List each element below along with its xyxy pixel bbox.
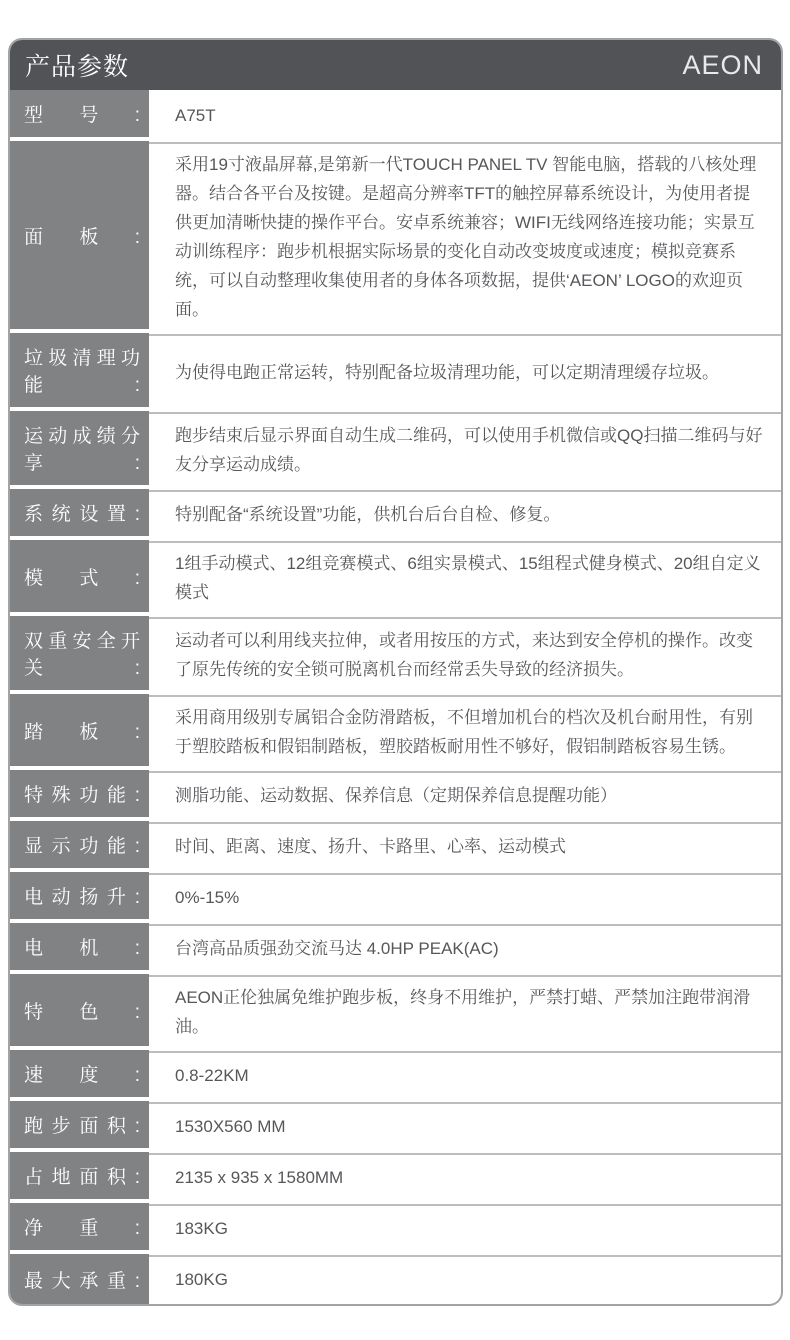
spec-value: 运动者可以利用线夹拉伸，或者用按压的方式，来达到安全停机的操作。改变了原先传统的安全锁可脱离机台而经常丢失导致的经济损失。	[149, 616, 781, 694]
spec-label: 显示功能:	[10, 821, 149, 872]
spec-label: 垃圾清理功能:	[10, 333, 149, 411]
spec-value: 1530X560 MM	[149, 1101, 781, 1152]
spec-row-score-share	[10, 411, 781, 489]
spec-value: 时间、距离、速度、扬升、卡路里、心率、运动模式	[149, 821, 781, 872]
spec-label: 最大承重:	[10, 1254, 149, 1304]
spec-row-special-functions	[10, 770, 781, 821]
spec-label: 型号:	[10, 90, 149, 141]
spec-row-pedal	[10, 694, 781, 770]
spec-value: 采用19寸液晶屏幕,是第新一代TOUCH PANEL TV 智能电脑，搭载的八核处理器。结合各平台及按键。是超高分辨率TFT的触控屏幕系统设计，为使用者提供更加清晰快捷的操作平台。安卓系统兼容；WIFI无线网络连接功能；实景互动训练程序：跑步机根据实际场景的变化自动改变坡度或速度；模拟竞赛系统，可以自动整理收集使用者的身体各项数据，提供‘AEON’ LOGO的欢迎页面。	[149, 141, 781, 333]
spec-row-garbage-clean	[10, 333, 781, 411]
spec-label: 占地面积:	[10, 1152, 149, 1203]
spec-row-display-functions	[10, 821, 781, 872]
spec-label: 电动扬升:	[10, 872, 149, 923]
spec-label: 电机:	[10, 923, 149, 974]
product-spec-card	[8, 38, 783, 1306]
spec-value: 1组手动模式、12组竞赛模式、6组实景模式、15组程式健身模式、20组自定义模式	[149, 540, 781, 616]
spec-row-panel	[10, 141, 781, 333]
spec-row-model	[10, 90, 781, 141]
spec-row-safety-switch	[10, 616, 781, 694]
spec-header	[10, 40, 781, 90]
spec-value: 采用商用级别专属铝合金防滑踏板，不但增加机台的档次及机台耐用性，有别于塑胶踏板和假铝制踏板，塑胶踏板耐用性不够好，假铝制踏板容易生锈。	[149, 694, 781, 770]
spec-row-footprint	[10, 1152, 781, 1203]
spec-row-max-load	[10, 1254, 781, 1304]
spec-row-system-settings	[10, 489, 781, 540]
spec-label: 速度:	[10, 1050, 149, 1101]
page-title: 产品参数	[25, 53, 130, 81]
spec-row-net-weight	[10, 1203, 781, 1254]
spec-row-motor	[10, 923, 781, 974]
spec-label: 跑步面积:	[10, 1101, 149, 1152]
spec-value: 特别配备“系统设置”功能，供机台后台自检、修复。	[149, 489, 781, 540]
spec-label: 特殊功能:	[10, 770, 149, 821]
spec-value: 183KG	[149, 1203, 781, 1254]
spec-value: 台湾高品质强劲交流马达 4.0HP PEAK(AC)	[149, 923, 781, 974]
spec-label: 特色:	[10, 974, 149, 1050]
spec-label: 面板:	[10, 141, 149, 333]
spec-row-features	[10, 974, 781, 1050]
spec-label: 模式:	[10, 540, 149, 616]
spec-label: 运动成绩分享:	[10, 411, 149, 489]
spec-label: 踏板:	[10, 694, 149, 770]
spec-row-incline	[10, 872, 781, 923]
spec-value: A75T	[149, 90, 781, 141]
spec-row-speed	[10, 1050, 781, 1101]
brand-logo: AEON	[682, 49, 763, 80]
spec-row-modes	[10, 540, 781, 616]
spec-value: 0%-15%	[149, 872, 781, 923]
spec-label: 系统设置:	[10, 489, 149, 540]
spec-value: AEON正伦独属免维护跑步板，终身不用维护，严禁打蜡、严禁加注跑带润滑油。	[149, 974, 781, 1050]
spec-value: 跑步结束后显示界面自动生成二维码，可以使用手机微信或QQ扫描二维码与好友分享运动成绩。	[149, 411, 781, 489]
spec-value: 2135 x 935 x 1580MM	[149, 1152, 781, 1203]
spec-label: 净重:	[10, 1203, 149, 1254]
spec-value: 测脂功能、运动数据、保养信息（定期保养信息提醒功能）	[149, 770, 781, 821]
spec-value: 为使得电跑正常运转，特别配备垃圾清理功能，可以定期清理缓存垃圾。	[149, 333, 781, 411]
spec-value: 0.8-22KM	[149, 1050, 781, 1101]
spec-value: 180KG	[175, 1269, 228, 1289]
spec-row-running-area	[10, 1101, 781, 1152]
spec-label: 双重安全开关:	[10, 616, 149, 694]
